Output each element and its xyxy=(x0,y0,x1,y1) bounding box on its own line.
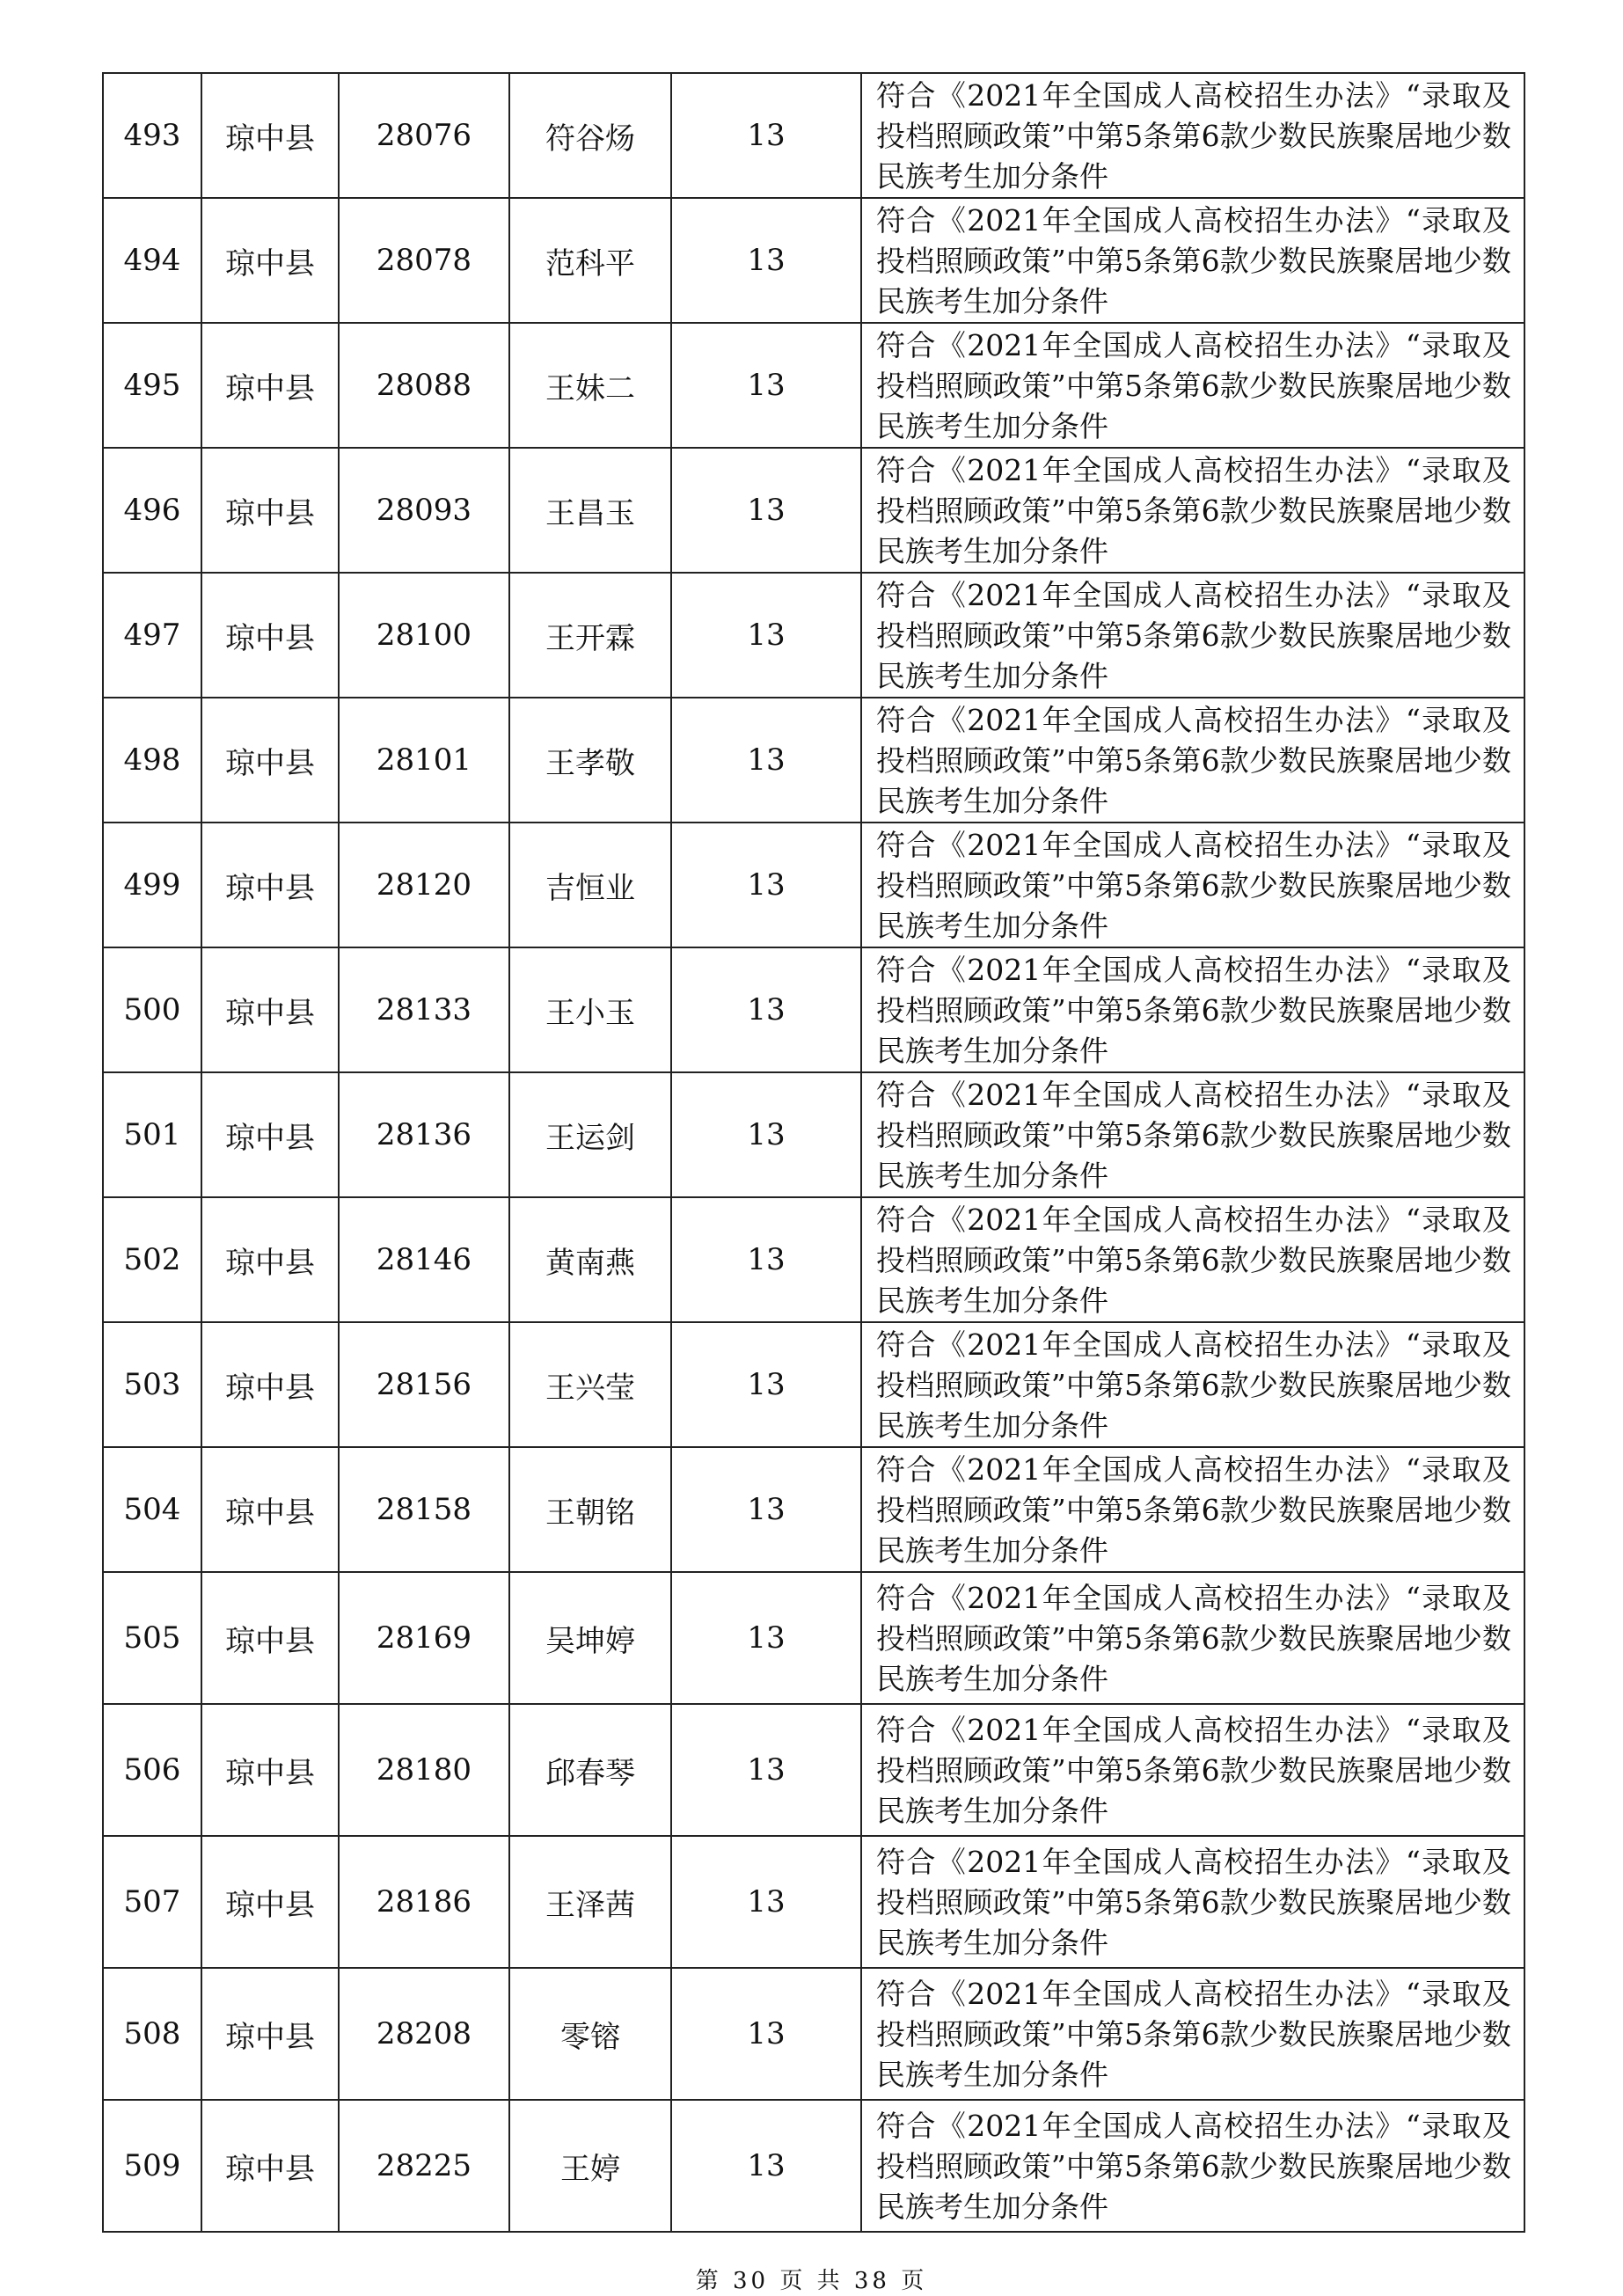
candidate-name-cell: 零镕 xyxy=(509,1968,671,2100)
eligibility-note-cell: 符合《2021年全国成人高校招生办法》“录取及投档照顾政策”中第5条第6款少数民族聚居地少数民族考生加分条件 xyxy=(861,698,1524,823)
table-row xyxy=(103,2100,1524,2232)
eligibility-note-cell: 符合《2021年全国成人高校招生办法》“录取及投档照顾政策”中第5条第6款少数民族聚居地少数民族考生加分条件 xyxy=(861,1968,1524,2100)
candidate-name-cell: 吉恒业 xyxy=(509,823,671,947)
county-cell: 琼中县 xyxy=(201,73,339,198)
row-number: 502 xyxy=(103,1197,201,1322)
candidate-code-cell: 28156 xyxy=(339,1322,509,1447)
table-row xyxy=(103,448,1524,573)
candidate-code-cell: 28076 xyxy=(339,73,509,198)
candidate-code-cell: 28120 xyxy=(339,823,509,947)
eligibility-note-cell: 符合《2021年全国成人高校招生办法》“录取及投档照顾政策”中第5条第6款少数民族聚居地少数民族考生加分条件 xyxy=(861,1572,1524,1704)
row-number: 498 xyxy=(103,698,201,823)
row-number: 497 xyxy=(103,573,201,698)
row-number: 494 xyxy=(103,198,201,323)
row-number: 499 xyxy=(103,823,201,947)
county-cell: 琼中县 xyxy=(201,1572,339,1704)
row-number: 493 xyxy=(103,73,201,198)
candidate-name-cell: 王开霖 xyxy=(509,573,671,698)
candidate-name-cell: 王妹二 xyxy=(509,323,671,448)
candidate-code-cell: 28146 xyxy=(339,1197,509,1322)
eligibility-note-cell: 符合《2021年全国成人高校招生办法》“录取及投档照顾政策”中第5条第6款少数民族聚居地少数民族考生加分条件 xyxy=(861,73,1524,198)
row-number: 503 xyxy=(103,1322,201,1447)
table-row xyxy=(103,1322,1524,1447)
county-cell: 琼中县 xyxy=(201,2100,339,2232)
candidate-code-cell: 28225 xyxy=(339,2100,509,2232)
candidate-code-cell: 28133 xyxy=(339,947,509,1072)
candidate-code-cell: 28093 xyxy=(339,448,509,573)
table-row xyxy=(103,323,1524,448)
candidate-name-cell: 王昌玉 xyxy=(509,448,671,573)
county-cell: 琼中县 xyxy=(201,198,339,323)
eligibility-note-cell: 符合《2021年全国成人高校招生办法》“录取及投档照顾政策”中第5条第6款少数民族聚居地少数民族考生加分条件 xyxy=(861,947,1524,1072)
table-row xyxy=(103,573,1524,698)
county-cell: 琼中县 xyxy=(201,573,339,698)
bonus-points-cell: 13 xyxy=(671,1322,861,1447)
candidate-code-cell: 28088 xyxy=(339,323,509,448)
candidate-code-cell: 28100 xyxy=(339,573,509,698)
candidate-table-body xyxy=(103,73,1524,2232)
county-cell: 琼中县 xyxy=(201,1447,339,1572)
row-number: 508 xyxy=(103,1968,201,2100)
eligibility-note-cell: 符合《2021年全国成人高校招生办法》“录取及投档照顾政策”中第5条第6款少数民族聚居地少数民族考生加分条件 xyxy=(861,1197,1524,1322)
row-number: 496 xyxy=(103,448,201,573)
eligibility-note-cell: 符合《2021年全国成人高校招生办法》“录取及投档照顾政策”中第5条第6款少数民族聚居地少数民族考生加分条件 xyxy=(861,198,1524,323)
bonus-points-cell: 13 xyxy=(671,323,861,448)
bonus-points-cell: 13 xyxy=(671,1197,861,1322)
table-row xyxy=(103,947,1524,1072)
bonus-points-cell: 13 xyxy=(671,1704,861,1836)
bonus-points-cell: 13 xyxy=(671,573,861,698)
row-number: 506 xyxy=(103,1704,201,1836)
candidate-code-cell: 28158 xyxy=(339,1447,509,1572)
candidate-name-cell: 王婷 xyxy=(509,2100,671,2232)
candidate-name-cell: 王运剑 xyxy=(509,1072,671,1197)
row-number: 495 xyxy=(103,323,201,448)
eligibility-note-cell: 符合《2021年全国成人高校招生办法》“录取及投档照顾政策”中第5条第6款少数民族聚居地少数民族考生加分条件 xyxy=(861,823,1524,947)
candidate-name-cell: 王泽茜 xyxy=(509,1836,671,1968)
table-row xyxy=(103,1968,1524,2100)
candidate-code-cell: 28136 xyxy=(339,1072,509,1197)
candidate-name-cell: 邱春琴 xyxy=(509,1704,671,1836)
candidate-name-cell: 黄南燕 xyxy=(509,1197,671,1322)
eligibility-note-cell: 符合《2021年全国成人高校招生办法》“录取及投档照顾政策”中第5条第6款少数民族聚居地少数民族考生加分条件 xyxy=(861,1072,1524,1197)
candidate-code-cell: 28101 xyxy=(339,698,509,823)
candidate-name-cell: 吴坤婷 xyxy=(509,1572,671,1704)
candidate-name-cell: 王孝敬 xyxy=(509,698,671,823)
table-row xyxy=(103,73,1524,198)
candidate-code-cell: 28186 xyxy=(339,1836,509,1968)
county-cell: 琼中县 xyxy=(201,823,339,947)
bonus-points-cell: 13 xyxy=(671,823,861,947)
bonus-points-cell: 13 xyxy=(671,1836,861,1968)
table-row xyxy=(103,1572,1524,1704)
candidate-name-cell: 王朝铭 xyxy=(509,1447,671,1572)
page-footer: 第 30 页 共 38 页 xyxy=(695,2268,928,2294)
table-row xyxy=(103,1704,1524,1836)
eligibility-note-cell: 符合《2021年全国成人高校招生办法》“录取及投档照顾政策”中第5条第6款少数民族聚居地少数民族考生加分条件 xyxy=(861,323,1524,448)
table-row xyxy=(103,1072,1524,1197)
row-number: 507 xyxy=(103,1836,201,1968)
bonus-points-cell: 13 xyxy=(671,2100,861,2232)
row-number: 505 xyxy=(103,1572,201,1704)
eligibility-note-cell: 符合《2021年全国成人高校招生办法》“录取及投档照顾政策”中第5条第6款少数民族聚居地少数民族考生加分条件 xyxy=(861,448,1524,573)
row-number: 509 xyxy=(103,2100,201,2232)
county-cell: 琼中县 xyxy=(201,1836,339,1968)
candidate-code-cell: 28169 xyxy=(339,1572,509,1704)
county-cell: 琼中县 xyxy=(201,448,339,573)
candidate-name-cell: 范科平 xyxy=(509,198,671,323)
county-cell: 琼中县 xyxy=(201,1197,339,1322)
county-cell: 琼中县 xyxy=(201,323,339,448)
bonus-points-cell: 13 xyxy=(671,698,861,823)
candidate-name-cell: 王兴莹 xyxy=(509,1322,671,1447)
county-cell: 琼中县 xyxy=(201,698,339,823)
candidate-table xyxy=(102,72,1525,2233)
eligibility-note-cell: 符合《2021年全国成人高校招生办法》“录取及投档照顾政策”中第5条第6款少数民族聚居地少数民族考生加分条件 xyxy=(861,1322,1524,1447)
bonus-points-cell: 13 xyxy=(671,448,861,573)
bonus-points-cell: 13 xyxy=(671,1447,861,1572)
county-cell: 琼中县 xyxy=(201,1704,339,1836)
bonus-points-cell: 13 xyxy=(671,73,861,198)
eligibility-note-cell: 符合《2021年全国成人高校招生办法》“录取及投档照顾政策”中第5条第6款少数民族聚居地少数民族考生加分条件 xyxy=(861,2100,1524,2232)
candidate-code-cell: 28180 xyxy=(339,1704,509,1836)
eligibility-note-cell: 符合《2021年全国成人高校招生办法》“录取及投档照顾政策”中第5条第6款少数民族聚居地少数民族考生加分条件 xyxy=(861,573,1524,698)
eligibility-note-cell: 符合《2021年全国成人高校招生办法》“录取及投档照顾政策”中第5条第6款少数民族聚居地少数民族考生加分条件 xyxy=(861,1447,1524,1572)
eligibility-note-cell: 符合《2021年全国成人高校招生办法》“录取及投档照顾政策”中第5条第6款少数民族聚居地少数民族考生加分条件 xyxy=(861,1704,1524,1836)
county-cell: 琼中县 xyxy=(201,1322,339,1447)
bonus-points-cell: 13 xyxy=(671,1572,861,1704)
candidate-name-cell: 王小玉 xyxy=(509,947,671,1072)
county-cell: 琼中县 xyxy=(201,1968,339,2100)
bonus-points-cell: 13 xyxy=(671,198,861,323)
row-number: 504 xyxy=(103,1447,201,1572)
row-number: 501 xyxy=(103,1072,201,1197)
table-row xyxy=(103,1836,1524,1968)
table-row xyxy=(103,698,1524,823)
county-cell: 琼中县 xyxy=(201,947,339,1072)
row-number: 500 xyxy=(103,947,201,1072)
candidate-name-cell: 符谷炀 xyxy=(509,73,671,198)
table-row xyxy=(103,823,1524,947)
table-row xyxy=(103,1447,1524,1572)
table-row xyxy=(103,1197,1524,1322)
bonus-points-cell: 13 xyxy=(671,947,861,1072)
bonus-points-cell: 13 xyxy=(671,1072,861,1197)
candidate-code-cell: 28078 xyxy=(339,198,509,323)
candidate-code-cell: 28208 xyxy=(339,1968,509,2100)
bonus-points-cell: 13 xyxy=(671,1968,861,2100)
eligibility-note-cell: 符合《2021年全国成人高校招生办法》“录取及投档照顾政策”中第5条第6款少数民族聚居地少数民族考生加分条件 xyxy=(861,1836,1524,1968)
table-row xyxy=(103,198,1524,323)
county-cell: 琼中县 xyxy=(201,1072,339,1197)
